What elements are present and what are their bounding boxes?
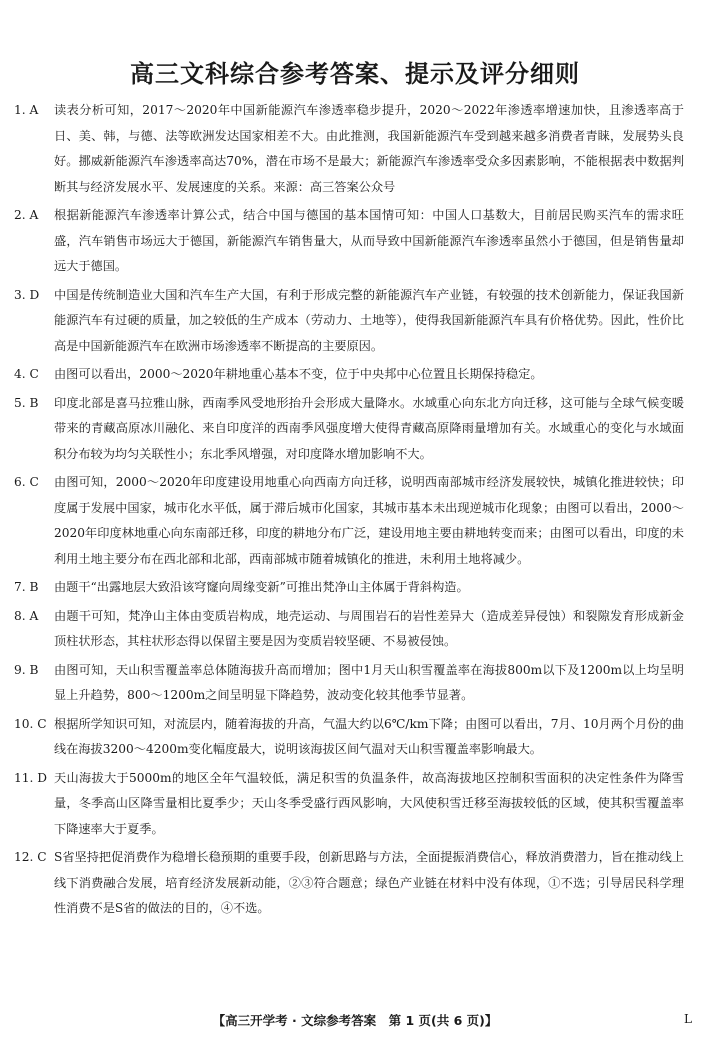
answer-number: 9. B	[14, 662, 39, 677]
answer-explanation: 根据所学知识可知，对流层内，随着海拔的升高，气温大约以6℃/km下降；由图可以看出，7月、10月两个月份的曲线在海拔3200～4200m变化幅度最大，说明该海拔区间气温对天山积雪覆盖率影响最大。	[54, 716, 684, 756]
answer-number: 11. D	[14, 770, 48, 785]
answer-item	[14, 470, 684, 572]
answer-item	[14, 658, 684, 709]
answer-item	[14, 766, 684, 843]
answer-explanation: 由图可以看出，2000～2020年耕地重心基本不变，位于中央邦中心位置且长期保持稳定。	[54, 367, 543, 381]
answer-explanation: 读表分析可知，2017～2020年中国新能源汽车渗透率稳步提升，2020～2022年渗透率增速加快，且渗透率高于日、美、韩，与德、法等欧洲发达国家相差不大。由此推测，我国新能源汽车受到越来越多消费者青睐，发展势头良好。挪威新能源汽车渗透率高达70%，潜在市场不是最大；新能源汽车渗透率受众多因素影响，不能根据表中数据判断其与经济发展水平、发展速度的关系。来源：高三答案公众号	[54, 103, 684, 194]
answer-item	[14, 203, 684, 280]
answer-list	[14, 98, 684, 925]
answer-number: 4. C	[14, 367, 39, 381]
answer-number: 5. B	[14, 395, 39, 410]
answer-explanation: 印度北部是喜马拉雅山脉，西南季风受地形抬升会形成大量降水。水域重心向东北方向迁移，这可能与全球气候变暖带来的青藏高原冰川融化、来自印度洋的西南季风强度增大使得青藏高原降雨量增加有关。水域重心的变化与水域面积分布较为均匀关联性小；东北季风增强，对印度降水增加影响不大。	[54, 395, 684, 461]
answer-item	[14, 391, 684, 468]
answer-explanation: 中国是传统制造业大国和汽车生产大国，有利于形成完整的新能源汽车产业链，有较强的技术创新能力，保证我国新能源汽车有过硬的质量，加之较低的生产成本（劳动力、土地等），使得我国新能源汽车具有价格优势。因此，性价比高是中国新能源汽车在欧洲市场渗透率不断提高的主要原因。	[54, 287, 684, 353]
answer-number: 1. A	[14, 103, 39, 117]
answer-item	[14, 362, 684, 388]
answer-item	[14, 604, 684, 655]
answer-number: 2. A	[14, 208, 39, 222]
answer-number: 8. A	[14, 608, 39, 623]
answer-explanation: 根据新能源汽车渗透率计算公式，结合中国与德国的基本国情可知：中国人口基数大，目前居民购买汽车的需求旺盛，汽车销售市场远大于德国，新能源汽车销售量大，从而导致中国新能源汽车渗透率虽然小于德国，但是销售量却远大于德国。	[54, 208, 684, 273]
answer-number: 3. D	[14, 287, 40, 302]
answer-item	[14, 98, 684, 200]
answer-explanation: 由题干可知，梵净山主体由变质岩构成，地壳运动、与周围岩石的岩性差异大（造成差异侵蚀）和裂隙发育形成新金顶柱状形态，其柱状形态得以保留主要是因为变质岩较坚硬、不易被侵蚀。	[54, 608, 684, 648]
answer-number: 6. C	[14, 475, 39, 489]
page-footer: 【高三开学考 · 文综参考答案 第 1 页(共 6 页)】	[212, 1013, 498, 1028]
answer-item	[14, 283, 684, 360]
answer-explanation: 天山海拔大于5000m的地区全年气温较低，满足积雪的负温条件，故高海拔地区控制积雪面积的决定性条件为降雪量，冬季高山区降雪量相比夏季少；天山冬季受盛行西风影响，大风使积雪迁移至海拔较低的区域，使其积雪覆盖率下降速率大于夏季。	[54, 770, 684, 836]
answer-item	[14, 575, 684, 601]
answer-item	[14, 845, 684, 922]
answer-number: 10. C	[14, 716, 47, 731]
answer-explanation: S省坚持把促消费作为稳增长稳预期的重要手段，创新思路与方法，全面提振消费信心，释放消费潜力，旨在推动线上线下消费融合发展，培育经济发展新动能，②③符合题意；绿色产业链在材料中没有体现，①不选；引导居民科学理性消费不是S省的做法的目的，④不选。	[54, 850, 684, 915]
answer-explanation: 由题干“出露地层大致沿该穹窿向周缘变新”可推出梵净山主体属于背斜构造。	[54, 580, 469, 594]
page-title: 高三文科综合参考答案、提示及评分细则	[130, 60, 580, 89]
answer-number: 7. B	[14, 580, 39, 594]
answer-explanation: 由图可知，天山积雪覆盖率总体随海拔升高而增加；图中1月天山积雪覆盖率在海拔800m以下及1200m以上均呈明显上升趋势，800～1200m之间呈明显下降趋势，波动变化较其他季节显著。	[54, 662, 684, 702]
answer-number: 12. C	[14, 850, 47, 864]
answer-item	[14, 712, 684, 763]
footer-mark: L	[684, 1012, 692, 1026]
answer-explanation: 由图可知，2000～2020年印度建设用地重心向西南方向迁移，说明西南部城市经济发展较快，城镇化推进较快；印度属于发展中国家，城市化水平低，属于滞后城市化国家，其城市基本未出现逆城市化现象；由图可以看出，2000～2020年印度林地重心向东南部迁移，印度的耕地分布广泛，建设用地主要由耕地转变而来；由图可以看出，印度的未利用土地主要分布在西北部和北部，西南部城市随着城镇化的推进，未利用土地将减少。	[54, 475, 684, 566]
